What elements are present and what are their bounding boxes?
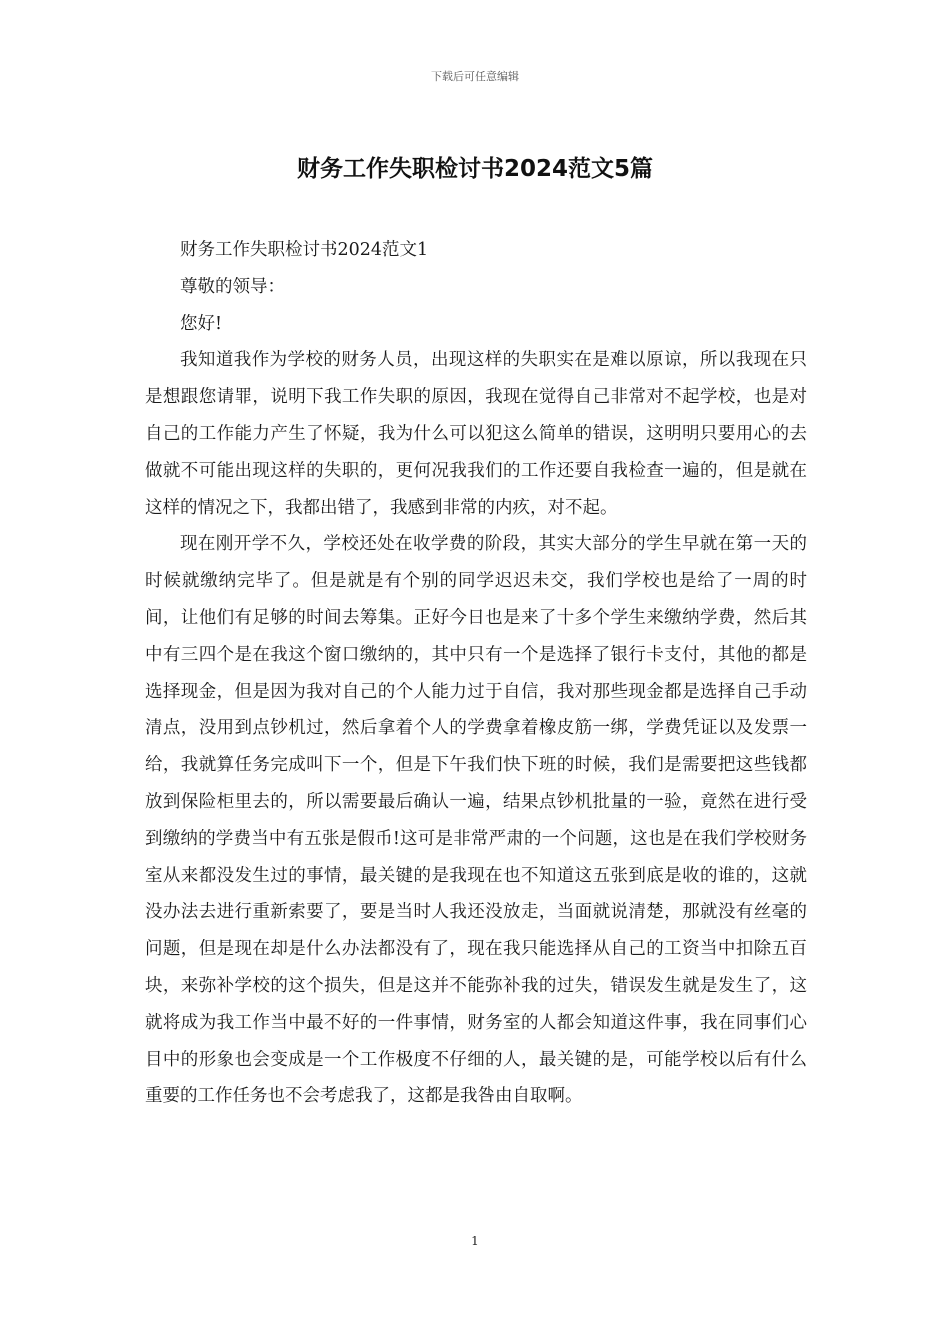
document-body	[145, 232, 807, 1115]
body-paragraph: 我知道我作为学校的财务人员，出现这样的失职实在是难以原谅，所以我现在只是想跟您请罪，说明下我工作失职的原因，我现在觉得自己非常对不起学校，也是对自己的工作能力产生了怀疑，我为什么可以犯这么简单的错误，这明明只要用心的去做就不可能出现这样的失职的，更何况我我们的工作还要自我检查一遍的，但是就在这样的情况之下，我都出错了，我感到非常的内疚，对不起。	[145, 350, 807, 518]
section-heading: 财务工作失职检讨书2024范文1	[180, 240, 429, 260]
page-number: 1	[471, 1234, 479, 1248]
document-title: 财务工作失职检讨书2024范文5篇	[296, 156, 654, 182]
header-note: 下载后可任意编辑	[431, 70, 519, 83]
body-paragraph: 现在刚开学不久，学校还处在收学费的阶段，其实大部分的学生早就在第一天的时候就缴纳完毕了。但是就是有个别的同学迟迟未交，我们学校也是给了一周的时间，让他们有足够的时间去筹集。正好今日也是来了十多个学生来缴纳学费，然后其中有三四个是在我这个窗口缴纳的，其中只有一个是选择了银行卡支付，其他的都是选择现金，但是因为我对自己的个人能力过于自信，我对那些现金都是选择自己手动清点，没用到点钞机过，然后拿着个人的学费拿着橡皮筋一绑，学费凭证以及发票一给，我就算任务完成叫下一个，但是下午我们快下班的时候，我们是需要把这些钱都放到保险柜里去的，所以需要最后确认一遍，结果点钞机批量的一验，竟然在进行受到缴纳的学费当中有五张是假币!这可是非常严肃的一个问题，这也是在我们学校财务室从来都没发生过的事情，最关键的是我现在也不知道这五张到底是收的谁的，这就没办法去进行重新索要了，要是当时人我还没放走，当面就说清楚，那就没有丝毫的问题，但是现在却是什么办法都没有了，现在我只能选择从自己的工资当中扣除五百块，来弥补学校的这个损失，但是这并不能弥补我的过失，错误发生就是发生了，这就将成为我工作当中最不好的一件事情，财务室的人都会知道这件事，我在同事们心目中的形象也会变成是一个工作极度不仔细的人，最关键的是，可能学校以后有什么重要的工作任务也不会考虑我了，这都是我咎由自取啊。	[145, 534, 807, 1107]
greeting: 您好!	[180, 313, 223, 334]
salutation: 尊敬的领导：	[180, 276, 285, 297]
